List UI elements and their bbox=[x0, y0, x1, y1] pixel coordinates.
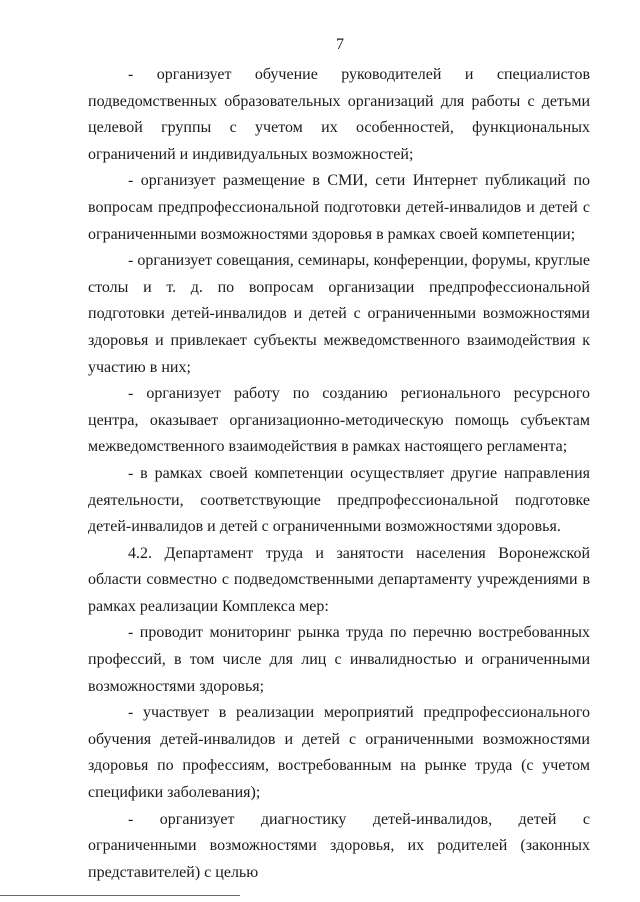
paragraph-section-4-2: 4.2. Департамент труда и занятости населения Воронежской области совместно с подведомственными департаменту учреждениями в рамках реализации Комплекса мер: bbox=[88, 544, 590, 615]
paragraph-meetings-seminars: - организует совещания, семинары, конференции, форумы, круглые столы и т. д. по вопросам организации предпрофессиональной подготовки детей-инвалидов и детей с ограниченными возможностями здоровья и привлекает субъекты межведомственного взаимодействия к участию в них; bbox=[88, 252, 590, 376]
document-body bbox=[88, 62, 590, 886]
paragraph-media-publications: - организует размещение в СМИ, сети Интернет публикаций по вопросам предпрофессиональной подготовки детей-инвалидов и детей с ограниченными возможностями здоровья в рамках своей компетенции; bbox=[88, 172, 590, 243]
page-number: 7 bbox=[336, 36, 344, 53]
paragraph-diagnostics: - организует диагностику детей-инвалидов, детей с ограниченными возможностями здоровья, их родителей (законных представителей) с целью bbox=[88, 810, 590, 881]
paragraph-preprofessional-training: - участвует в реализации мероприятий предпрофессионального обучения детей-инвалидов и детей с ограниченными возможностями здоровья по профессиям, востребованным на рынке труда (с учетом специфики заболевания); bbox=[88, 704, 590, 802]
paragraph-other-directions: - в рамках своей компетенции осуществляет другие направления деятельности, соответствующие предпрофессиональной подготовке детей-инвалидов и детей с ограниченными возможностями здоровья. bbox=[88, 464, 590, 536]
paragraph-training-staff: - организует обучение руководителей и специалистов подведомственных образовательных организаций для работы с детьми целевой группы с учетом их особенностей, функциональных ограничений и индивидуальных возможностей; bbox=[88, 66, 590, 163]
paragraph-labor-market-monitoring: - проводит мониторинг рынка труда по перечню востребованных профессий, в том числе для лиц с инвалидностью и ограниченными возможностями здоровья; bbox=[88, 624, 590, 695]
footer-divider bbox=[0, 895, 240, 896]
paragraph-resource-center: - организует работу по созданию регионального ресурсного центра, оказывает организационно-методическую помощь субъектам межведомственного взаимодействия в рамках настоящего регламента; bbox=[88, 385, 590, 456]
